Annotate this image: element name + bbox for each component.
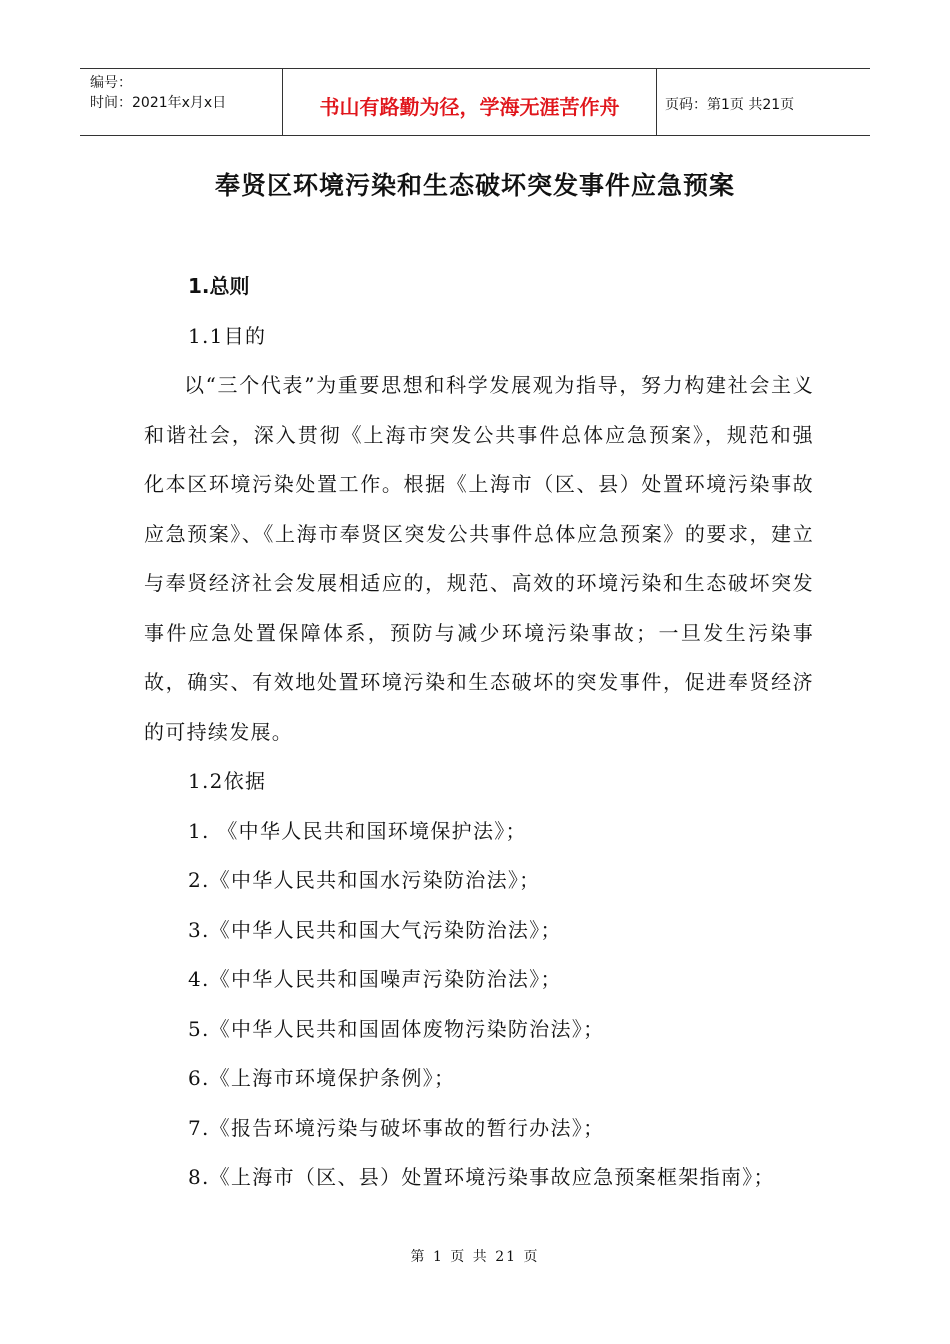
number-label: 编号：: [90, 75, 132, 91]
list-item: 2.《中华人民共和国水污染防治法》；: [188, 868, 541, 892]
list-item: 3.《中华人民共和国大气污染防治法》；: [188, 917, 562, 942]
list-item: 1. 《中华人民共和国环境保护法》；: [188, 818, 527, 843]
time-label: 时间：2021年x月x日: [90, 95, 227, 111]
subsection-heading-purpose: 1.1目的: [188, 323, 267, 348]
subsection-heading-basis: 1.2依据: [188, 769, 267, 793]
list-item: 8.《上海市（区、县）处置环境污染事故应急预案框架指南》；: [188, 1165, 775, 1189]
motto-text: 书山有路勤为径，学海无涯苦作舟: [319, 94, 620, 119]
list-item: 5.《中华人民共和国固体废物污染防治法》；: [188, 1016, 605, 1041]
section-heading: 1.总则: [188, 274, 250, 298]
page-footer: 第 1 页 共 21 页: [410, 1249, 540, 1265]
header-meta-cell: [80, 69, 283, 135]
list-item: 4.《中华人民共和国噪声污染防治法》；: [188, 967, 562, 991]
document-title: 奉贤区环境污染和生态破坏突发事件应急预案: [214, 171, 735, 200]
purpose-paragraph: 以“三个代表”为重要思想和科学发展观为指导，努力构建社会主义和谐社会，深入贯彻《上海市突发公共事件总体应急预案》，规范和强化本区环境污染处置工作。根据《上海市（区、县）处置环境污染事故应急预案》、《上海市奉贤区突发公共事件总体应急预案》的要求，建立与奉贤经济社会发展相适应的，规范、高效的环境污染和生态破坏突发事件应急处置保障体系，预防与减少环境污染事故；一旦发生污染事故，确实、有效地处置环境污染和生态破坏的突发事件，促进奉贤经济的可持续发展。: [144, 373, 814, 744]
header-table: [80, 68, 870, 136]
header-motto-cell: [283, 69, 657, 135]
page-info-text: 页码：第1页 共21页: [665, 97, 795, 113]
list-item: 6.《上海市环境保护条例》；: [188, 1066, 456, 1090]
list-item: 7.《报告环境污染与破坏事故的暂行办法》；: [188, 1115, 605, 1140]
header-page-cell: [657, 69, 870, 135]
document-body: [144, 262, 814, 1203]
